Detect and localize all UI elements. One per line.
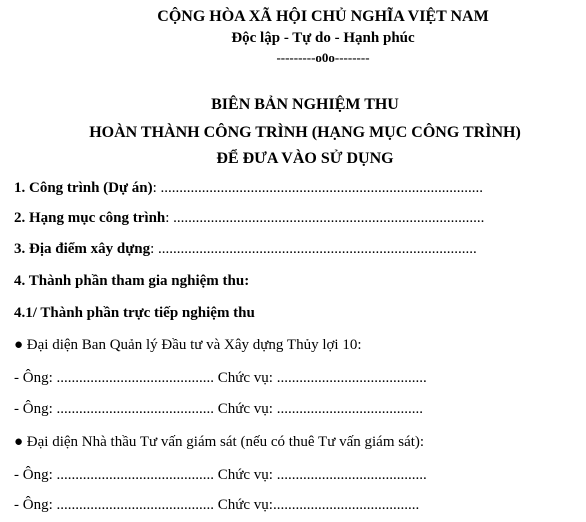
person-line: - Ông: .......................................... Chức vụ: .......................................	[14, 401, 423, 417]
title-line-2: HOÀN THÀNH CÔNG TRÌNH (HẠNG MỤC CÔNG TRÌNH)	[89, 124, 521, 141]
person-line: - Ông: .......................................... Chức vụ:.......................................	[14, 497, 420, 513]
motto: Độc lập - Tự do - Hạnh phúc	[231, 30, 415, 46]
project-label: 1. Công trình (Dự án)	[14, 180, 153, 196]
person-line: - Ông: .......................................... Chức vụ: ........................................	[14, 370, 427, 386]
ornament-divider: ---------o0o--------	[276, 50, 370, 65]
location-value-blank: : .....................................................................................	[150, 241, 477, 257]
nation-name: CỘNG HÒA XÃ HỘI CHỦ NGHĨA VIỆT NAM	[157, 8, 489, 25]
title-line-3: ĐỂ ĐƯA VÀO SỬ DỤNG	[216, 150, 394, 167]
title-line-1: BIÊN BẢN NGHIỆM THU	[211, 96, 399, 113]
item-label: 2. Hạng mục công trình	[14, 210, 166, 226]
location-label: 3. Địa điểm xây dựng	[14, 241, 151, 257]
location-field	[14, 241, 477, 258]
participants-heading: 4. Thành phần tham gia nghiệm thu:	[14, 273, 250, 289]
direct-participants-heading: 4.1/ Thành phần trực tiếp nghiệm thu	[14, 305, 255, 321]
item-field	[14, 210, 484, 227]
owner-representative-heading: ● Đại diện Ban Quản lý Đầu tư và Xây dựng Thủy lợi 10:	[14, 337, 362, 353]
supervisor-representative-heading: ● Đại diện Nhà thầu Tư vấn giám sát (nếu có thuê Tư vấn giám sát):	[14, 434, 425, 450]
project-field	[14, 180, 483, 197]
item-value-blank: : ...................................................................................	[165, 210, 485, 226]
project-value-blank: : ......................................................................................	[152, 180, 484, 196]
person-line: - Ông: .......................................... Chức vụ: ........................................	[14, 467, 427, 483]
